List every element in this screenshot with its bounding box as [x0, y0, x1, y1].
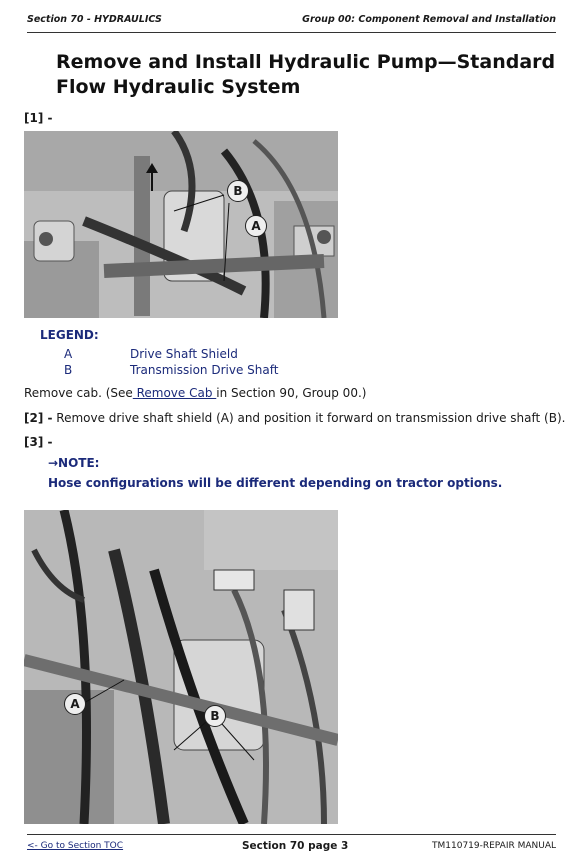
legend-key-b: B [64, 363, 73, 377]
note-text: Hose configurations will be different depending on tractor options. [48, 476, 503, 490]
legend-value-b: Transmission Drive Shaft [130, 363, 279, 377]
step-2-text: Remove drive shaft shield (A) and position it forward on transmission drive shaft (B). [52, 411, 566, 425]
step-3-label: [3] - [24, 435, 53, 449]
legend-value-a: Drive Shaft Shield [130, 347, 238, 361]
callout-a-fig2: A [64, 693, 86, 715]
remove-cab-link[interactable]: Remove Cab [132, 386, 217, 400]
step-1-label: [1] - [24, 111, 53, 125]
step-2 [24, 411, 565, 425]
remove-cab-suffix: in Section 90, Group 00.) [216, 386, 367, 400]
manual-id: TM110719-REPAIR MANUAL [432, 841, 556, 851]
section-label: Section 70 - HYDRAULICS [27, 14, 162, 25]
note-heading: →NOTE: [48, 456, 100, 470]
page-number: Section 70 page 3 [242, 840, 349, 852]
header-divider [27, 32, 556, 33]
callout-b-fig2: B [204, 705, 226, 727]
page-title: Remove and Install Hydraulic Pump—Standard Flow Hydraulic System [56, 51, 556, 98]
figure-1-drive-shaft-shield [24, 131, 338, 318]
figure-2-hose-configuration [24, 510, 338, 824]
step-2-label: [2] - [24, 411, 53, 425]
remove-cab-text [24, 386, 366, 400]
footer-divider [27, 834, 556, 835]
legend-key-a: A [64, 347, 73, 361]
group-label: Group 00: Component Removal and Installation [302, 14, 556, 25]
callout-a: A [245, 215, 267, 237]
page-header [27, 14, 556, 30]
remove-cab-prefix: Remove cab. (See [24, 386, 133, 400]
callout-b: B [227, 180, 249, 202]
legend-title: LEGEND: [40, 328, 99, 342]
section-toc-link[interactable]: <- Go to Section TOC [27, 841, 124, 851]
